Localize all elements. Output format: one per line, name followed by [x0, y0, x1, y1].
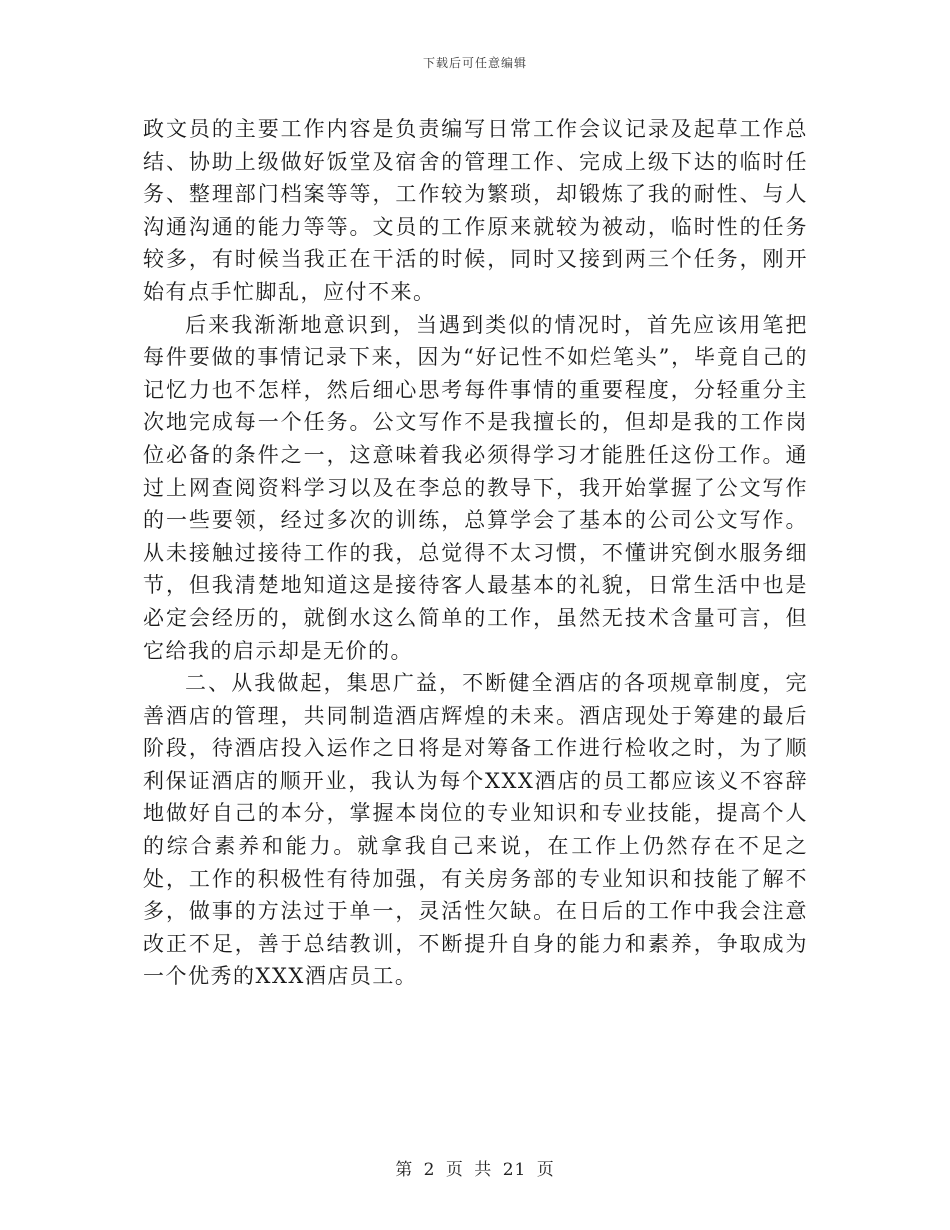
- page-number-footer: 第 2 页 共 21 页: [395, 1160, 555, 1180]
- paragraph-3: 二、从我做起，集思广益，不断健全酒店的各项规章制度，完善酒店的管理，共同制造酒店辉煌的未来。酒店现处于筹建的最后阶段，待酒店投入运作之日将是对筹备工作进行检收之时，为了顺利保证酒店的顺开业，我认为每个XXX酒店的员工都应该义不容辞地做好自己的本分，掌握本岗位的专业知识和专业技能，提高个人的综合素养和能力。就拿我自己来说，在工作上仍然存在不足之处，工作的积极性有待加强，有关房务部的专业知识和技能了解不多，做事的方法过于单一，灵活性欠缺。在日后的工作中我会注意改正不足，善于总结教训，不断提升自身的能力和素养，争取成为一个优秀的XXX酒店员工。: [143, 671, 808, 989]
- paragraph-1: 政文员的主要工作内容是负责编写日常工作会议记录及起草工作总结、协助上级做好饭堂及宿舍的管理工作、完成上级下达的临时任务、整理部门档案等等，工作较为繁琐，却锻炼了我的耐性、与人沟通沟通的能力等等。文员的工作原来就较为被动，临时性的任务较多，有时候当我正在干活的时候，同时又接到两三个任务，刚开始有点手忙脚乱，应付不来。: [143, 117, 808, 304]
- document-body: [143, 113, 808, 993]
- paragraph-2: 后来我渐渐地意识到，当遇到类似的情况时，首先应该用笔把每件要做的事情记录下来，因为“好记性不如烂笔头”，毕竟自己的记忆力也不怎样，然后细心思考每件事情的重要程度，分轻重分主次地完成每一个任务。公文写作不是我擅长的，但却是我的工作岗位必备的条件之一，这意味着我必须得学习才能胜任这份工作。通过上网查阅资料学习以及在李总的教导下，我开始掌握了公文写作的一些要领，经过多次的训练，总算学会了基本的公司公文写作。从未接触过接待工作的我，总觉得不太习惯，不懂讲究倒水服务细节，但我清楚地知道这是接待客人最基本的礼貌，日常生活中也是必定会经历的，就倒水这么简单的工作，虽然无技术含量可言，但它给我的启示却是无价的。: [143, 312, 808, 663]
- page-header: 下载后可任意编辑: [422, 56, 527, 70]
